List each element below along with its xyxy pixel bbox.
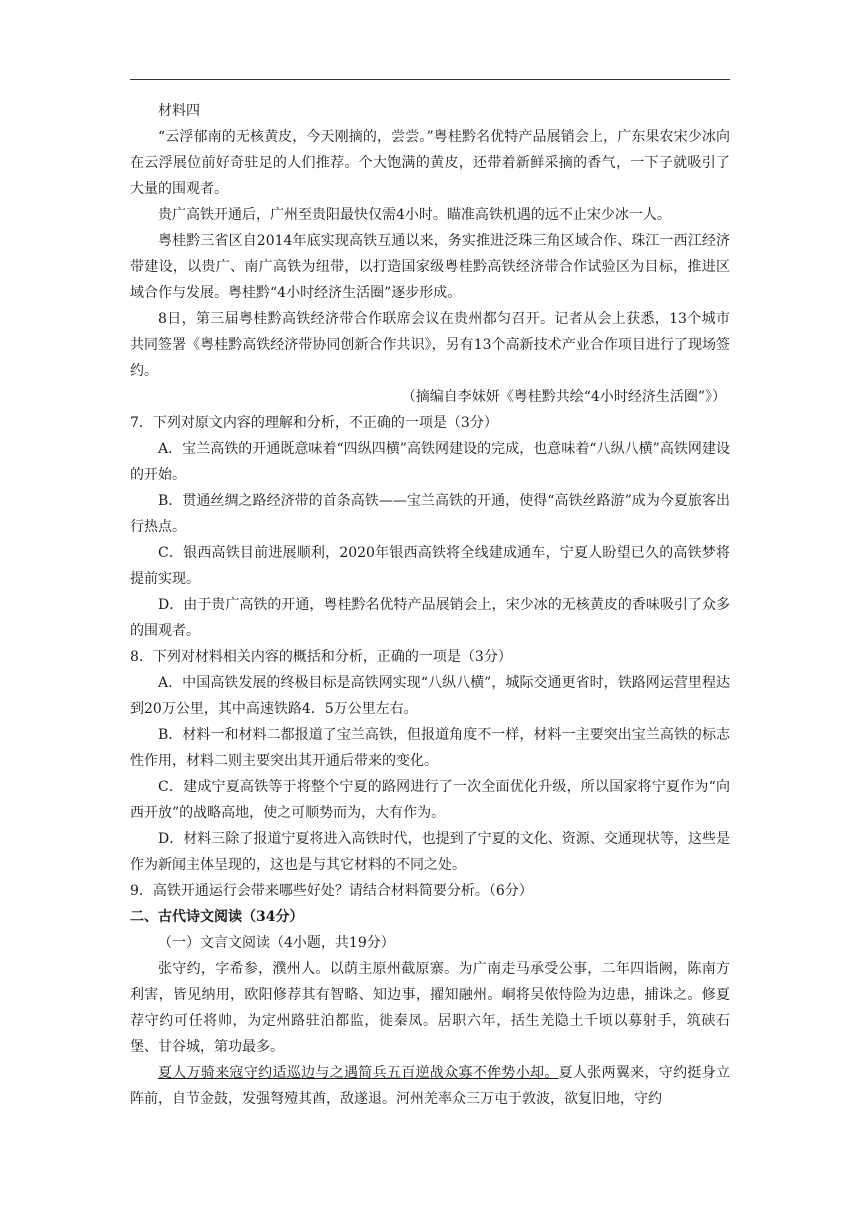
material-four-heading: 材料四 [158,103,200,119]
question-8-option-d: D．材料三除了报道宁夏将进入高铁时代，也提到了宁夏的文化、资源、交通现状等，这些是作为新闻主体呈现的，这也是与其它材料的不同之处。 [130,831,730,873]
section-two-subtitle: （一）文言文阅读（4小题，共19分） [158,935,395,951]
material-four-paragraph: 贵广高铁开通后，广州至贵阳最快仅需4小时。瞄准高铁机遇的远不止宋少冰一人。 [158,207,671,223]
question-7-option-b: B．贯通丝绸之路经济带的首条高铁——宝兰高铁的开通，使得“高铁丝路游”成为今夏旅客出行热点。 [130,493,730,535]
question-8-stem: 8．下列对材料相关内容的概括和分析，正确的一项是（3分） [130,649,512,665]
classical-text-paragraph [130,1060,730,1112]
section-two-title: 二、古代诗文阅读（34分） [130,909,304,925]
classical-text-paragraph: 张守约，字希参，濮州人。以荫主原州截原寨。为广南走马承受公事，二年四诣阙，陈南方利害，皆见纳用，欧阳修荐其有智略、知边事，擢知融州。峒将吴侬恃险为边患，捕诛之。修夏荐守约可任将帅，为定州路驻泊都监，徙秦凤。居职六年，括生羌隐土千顷以募射手，筑硖石堡、甘谷城，第功最多。 [130,961,730,1055]
material-four-paragraph: 粤桂黔三省区自2014年底实现高铁互通以来，务实推进泛珠三角区域合作、珠江一西江经济带建设，以贵广、南广高铁为纽带，以打造国家级粤桂黔高铁经济带合作试验区为目标，推进区域合作与发展。粤桂黔“4小时经济生活圈”逐步形成。 [130,233,730,301]
question-8-option-a: A．中国高铁发展的终极目标是高铁网实现“八纵八横”，城际交通更省时，铁路网运营里程达到20万公里，其中高速铁路4．5万公里左右。 [130,675,730,717]
question-7-option-d: D．由于贵广高铁的开通，粤桂黔名优特产品展销会上，宋少冰的无核黄皮的香味吸引了众多的围观者。 [130,597,730,639]
question-7-option-c: C．银西高铁目前进展顺利，2020年银西高铁将全线建成通车，宁夏人盼望已久的高铁梦将提前实现。 [130,545,730,587]
header-rule [130,79,730,80]
document-body [130,98,730,1112]
material-four-paragraph: 8日，第三届粤桂黔高铁经济带合作联席会议在贵州都匀召开。记者从会上获悉，13个城市共同签署《粤桂黔高铁经济带协同创新合作共识》，另有13个高新技术产业合作项目进行了现场签约。 [130,311,730,379]
paragraph-continuation: 夏人张两翼来，守约挺身立阵前，自节金鼓，发强弩殪其酋，敌遂退。河州羌率众三万屯于敦波，欲复旧地，守约 [130,1065,731,1107]
question-7-stem: 7．下列对原文内容的理解和分析，不正确的一项是（3分） [130,415,498,431]
material-four-paragraph: “云浮郁南的无核黄皮，今天刚摘的，尝尝。”粤桂黔名优特产品展销会上，广东果农宋少冰向在云浮展位前好奇驻足的人们推荐。个大饱满的黄皮，还带着新鲜采摘的香气，一下子就吸引了大量的围观者。 [130,129,730,197]
question-7-option-a: A．宝兰高铁的开通既意味着“四纵四横”高铁网建设的完成，也意味着“八纵八横”高铁网建设的开始。 [130,441,730,483]
material-four-source: （摘编自李妹妍《粤桂黔共绘“4小时经济生活圈”》） [401,389,726,405]
question-9-stem: 9．高铁开通运行会带来哪些好处？请结合材料简要分析。（6分） [130,883,533,899]
underlined-sentence: 夏人万骑来寇守约适巡边与之遇简兵五百逆战众寡不侔势小却。 [158,1065,559,1081]
question-8-option-c: C．建成宁夏高铁等于将整个宁夏的路网进行了一次全面优化升级，所以国家将宁夏作为“向西开放”的战略高地，使之可顺势而为，大有作为。 [130,779,730,821]
question-8-option-b: B．材料一和材料二都报道了宝兰高铁，但报道角度不一样，材料一主要突出宝兰高铁的标志性作用，材料二则主要突出其开通后带来的变化。 [130,727,730,769]
